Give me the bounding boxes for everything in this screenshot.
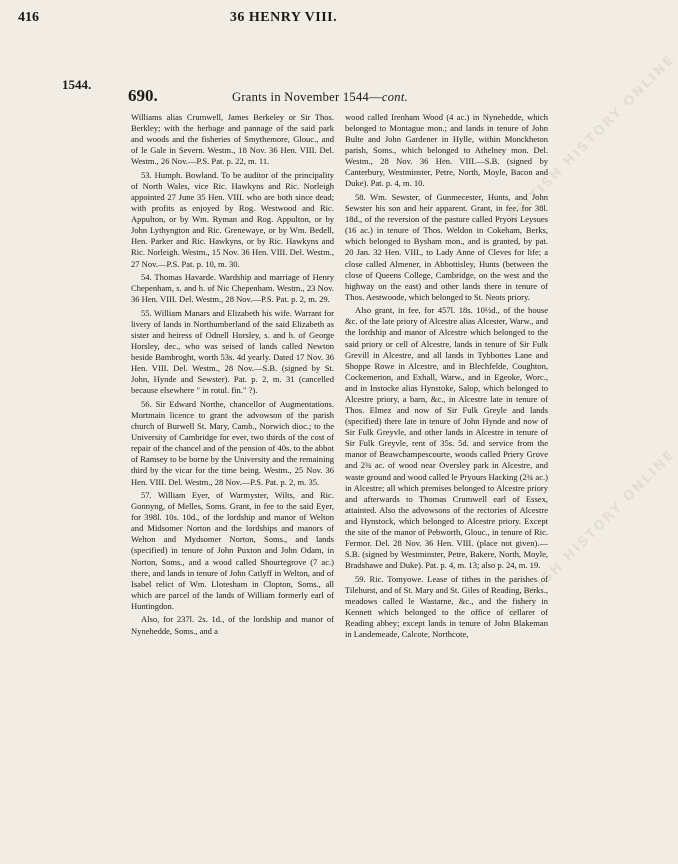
right-column (345, 112, 548, 643)
paragraph: 53. Humph. Bowland. To be auditor of the principality of North Wales, vice Ric. Hawkyns and Ric. Norleigh appointed 27 June 35 Hen. VIII. who are both since dead; with profits as enjoyed by Rog. Westwood and Ric. Appulton, or by Wm. Ryman and Rog. Appulton, or by John Lythyngton and Ric. Grenewaye, or by Wm. Bedell, Hen. Parker and Ric. Hawkyns, or by Ric. Hawkyns and Ric. Norleigh. Westm., 15 Nov. 36 Hen. VIII. Del. Westm., 27 Nov.—P.S. Pat. p. 10, m. 30. (131, 169, 334, 269)
watermark: BRITISH HISTORY ONLINE (505, 52, 678, 226)
paragraph: Williams alias Crumwell, James Berkeley or Sir Thos. Berkley; with the herbage and pannage of the said park and woods and the fisheries of Smythemore, Glouc., and of le Gale in Severn. Westm., 18 Nov. 36 Hen. VIII. Del. Westm., 26 Nov.—P.S. Pat. p. 22, m. 11. (131, 112, 334, 167)
year-margin-note: 1544. (62, 77, 92, 92)
paragraph: Also grant, in fee, for 457l. 18s. 10½d., of the house &c. of the late priory of Alcestre alias Alcester, Warw., and the lordship and manor of Alcestre which belonged to the said priory or cell of Alcestre, lands in tenure of Sir Fulk Grevill in Alcestre, and all lands in Tybbottes Lane and Shoppe Rowe in Alcestre, and in Blechfelde, Coughton, Cockemerton, and Exhall, Warw., and in Egeoke, Worc., and in Instocke alias Hynstoke, Salop, which belonged to Alcestre priory, a barn, &c., in Alcestre late in tenure of Thos. Elmez and now of Sir Fulk Greyle and lands (specified) there late in tenure of John Hynde and now of Sir Fulk Greyvle, and other lands in Alcestre in tenure of Sir Fulk Greyvle, rent of 35s. 5d. and service from the manor of Beawchampescourte, woods called Priery Grove and 2¾ ac. of wood near Oversley park in Alcestre, and waste ground and wood called le Pryours Hacking (2¾ ac.) in Alcestre; all which premises belonged to Alcestre priory and afterwards to Thomas Crumwell earl of Essex, attainted. Also the advowsons of the rectories of Alcestre and Hynstock, which belonged to Alcestre priory. Except the site of the manor of Pebworth, Glouc., in tenure of Ric. Fermor. Del. 28 Nov. 36 Hen. VIII. (place not given).—S.B. (signed by Westminster, Petre, Bakere, North, Moyle, Bradshawe and Duke). Pat. p. 4, m. 13; also p. 24, m. 19. (345, 305, 548, 571)
watermark: BRITISH HISTORY ONLINE (505, 447, 678, 621)
page-number: 416 (18, 10, 39, 25)
running-head: 36 HENRY VIII. (229, 10, 338, 25)
paragraph: 55. William Manars and Elizabeth his wife. Warrant for livery of lands in Northumberland of the said Elizabeth as sister and heiress of Odnell Horsley, s. and h. of George Horsley, dec., who was seised of lands called Newton beside Bambroght, worth 53s. 4d yearly. Dated 17 Nov. 36 Hen. VIII. Del. Westm., 28 Nov.—S.B. (signed by St. John, Hynde and Sewster). Pat. p. 2, m. 31 (cancelled because elsewhere " in rotul. fin." ?). (131, 307, 334, 396)
section-title-cont: cont. (381, 90, 409, 104)
section-title: Grants in November 1544— (232, 90, 382, 104)
paragraph: 56. Sir Edward Northe, chancellor of Augmentations. Mortmain licence to grant the advowson of the parish church of Burwell St. Mary, Camb., Norwich dioc.; to the University of Cambridge for ever, two thirds of the cost of repair of the chancel and of the pension of 40s. to the abbot of Ramsey to be borne by the University and the remaining third by the vicar for the time being. Westm., 25 Nov. 36 Hen. VIII. Del. Westm., 28 Nov.—P.S. Pat. p. 2, m. 35. (131, 398, 334, 487)
paragraph: Also, for 237l. 2s. 1d., of the lordship and manor of Nynehedde, Soms., and a (131, 614, 334, 636)
section-heading (232, 90, 408, 105)
page-header (18, 10, 549, 28)
paragraph: 57. William Eyer, of Warmyster, Wilts, and Ric. Gonnyng, of Melles, Soms. Grant, in fee to the said Eyer, for 398l. 10s. 10d., of the lordship and manor of Welton and Midsomer Norton and the lordships and manors of Welton and Mydsomer Norton, Soms., and lands (specified) in tenure of John Puxton and John Odam, in Norton, Soms., and a wood called Shourtegrove (7 ac.) there, and lands in tenure of John Catlyff in Welton, and of Isabel relict of Wm. Llotesham in Clopton, Soms., all which are parcel of the lands of William formerly earl of Huntingdon. (131, 490, 334, 611)
paragraph: 54. Thomas Havarde. Wardship and marriage of Henry Chepenham, s. and h. of Nic Chepenham. Westm., 23 Nov. 36 Hen. VIII. Del. Westm., 28 Nov.—P.S. Pat. p. 2, m. 29. (131, 272, 334, 305)
paragraph: 59. Ric. Tomyowe. Lease of tithes in the parishes of Tilehurst, and of St. Mary and St. Giles of Reading, Berks., meadows called le Wastarne, &c., and the fishery in Kennett which belonged to the office of cellarer of Reading abbey; except lands in tenure of John Blakeman in Landemeade, Calcote, Northcote, (345, 573, 548, 640)
document-number: 690. (128, 86, 158, 105)
paragraph: wood called Irenham Wood (4 ac.) in Nynehedde, which belonged to Montague mon.; and lands in tenure of John Bulte and John Gardener in Hylle, within Monckheton parish, Soms., which belonged to Athelney mon. Del. Westm., 28 Nov. 36 Hen. VIII.—S.B. (signed by Canterbury, Westminster, Petre, North, Moyle, Bacon and Duke). Pat. p. 4, m. 10. (345, 112, 548, 189)
left-column (131, 112, 334, 639)
paragraph: 58. Wm. Sewster, of Gunmecester, Hunts, and John Sewster his son and heir apparent. Grant, in fee, for 38l. 18d., of the reversion of the pasture called Pryors Leysues (16 ac.) in tenure of Thos. Weldon in Cokeham, Berks, which belonged to Bysham mon., and is granted, by pat. 20 Jan. 32 Hen. VIII., to Lady Anne of Cleves for life; a close called Almener, in Abbottisley, Hunts (between the close of Queens College, Cambridge, on the west and the highway on the east) and other lands there in tenure of Thos. Aestwoode, which belonged to St. Neots priory. (345, 192, 548, 302)
